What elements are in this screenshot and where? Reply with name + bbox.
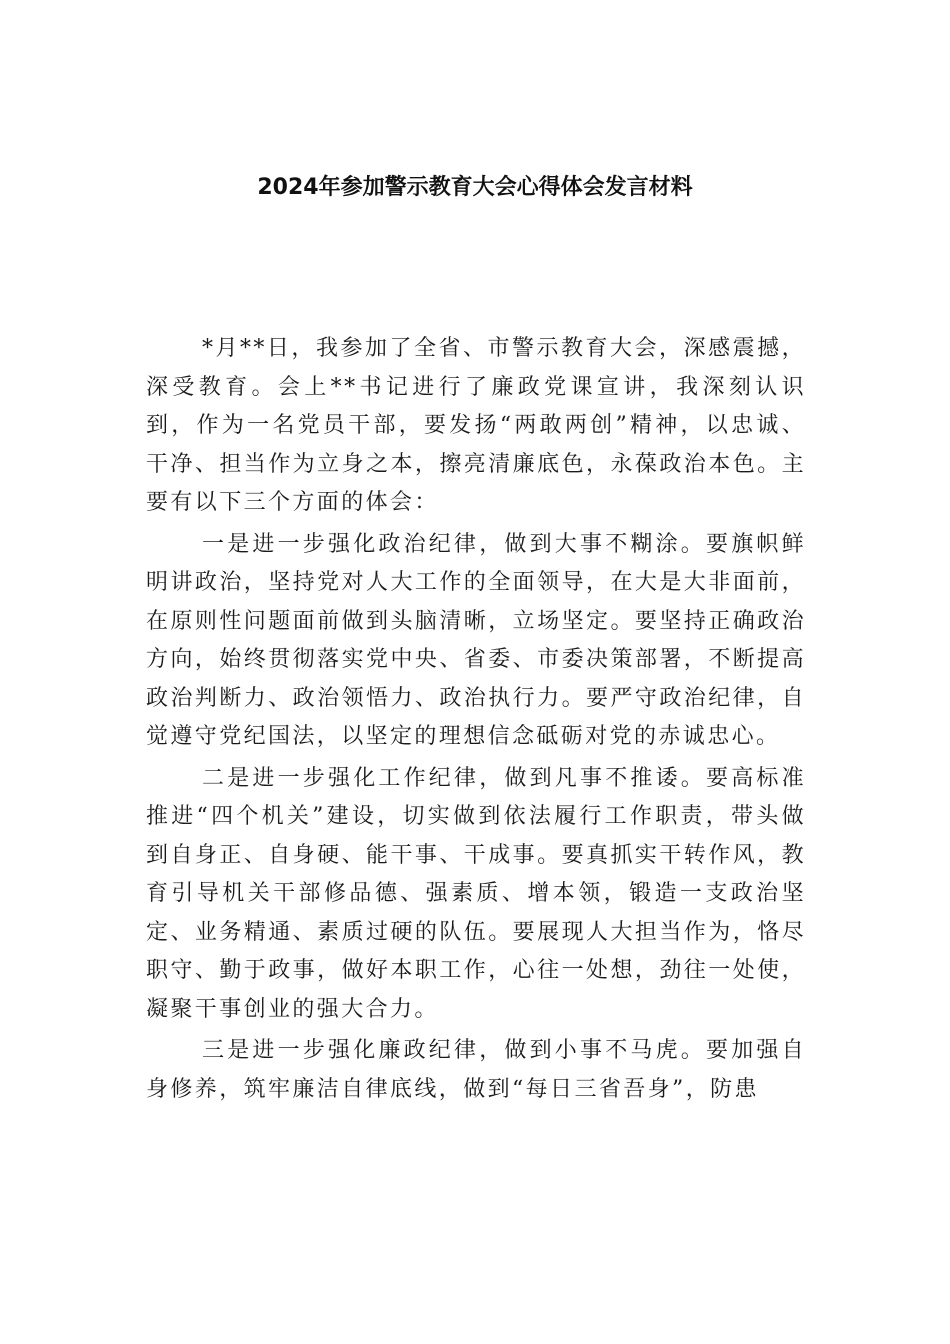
- paragraph-integrity-discipline: 三是进一步强化廉政纪律，做到小事不马虎。要加强自身修养，筑牢廉洁自律底线，做到“每日三省吾身”，防患: [146, 1038, 806, 1102]
- paragraph-intro: *月**日，我参加了全省、市警示教育大会，深感震撼，深受教育。会上**书记进行了廉政党课宣讲，我深刻认识到，作为一名党员干部，要发扬“两敢两创”精神，以忠诚、干净、担当作为立身之本，擦亮清廉底色，永葆政治本色。主要有以下三个方面的体会：: [146, 336, 806, 515]
- paragraph-political-discipline: 一是进一步强化政治纪律，做到大事不糊涂。要旗帜鲜明讲政治，坚持党对人大工作的全面领导，在大是大非面前，在原则性问题面前做到头脑清晰，立场坚定。要坚持正确政治方向，始终贯彻落实党中央、省委、市委决策部署，不断提高政治判断力、政治领悟力、政治执行力。要严守政治纪律，自觉遵守党纪国法，以坚定的理想信念砥砺对党的赤诚忠心。: [146, 531, 806, 749]
- paragraph-work-discipline: 二是进一步强化工作纪律，做到凡事不推诿。要高标准推进“四个机关”建设，切实做到依法履行工作职责，带头做到自身正、自身硬、能干事、干成事。要真抓实干转作风，教育引导机关干部修品德、强素质、增本领，锻造一支政治坚定、业务精通、素质过硬的队伍。要展现人大担当作为，恪尽职守、勤于政事，做好本职工作，心往一处想，劲往一处使，凝聚干事创业的强大合力。: [146, 765, 806, 1022]
- document-title: 2024年参加警示教育大会心得体会发言材料: [257, 175, 693, 200]
- document-body: [146, 330, 806, 1112]
